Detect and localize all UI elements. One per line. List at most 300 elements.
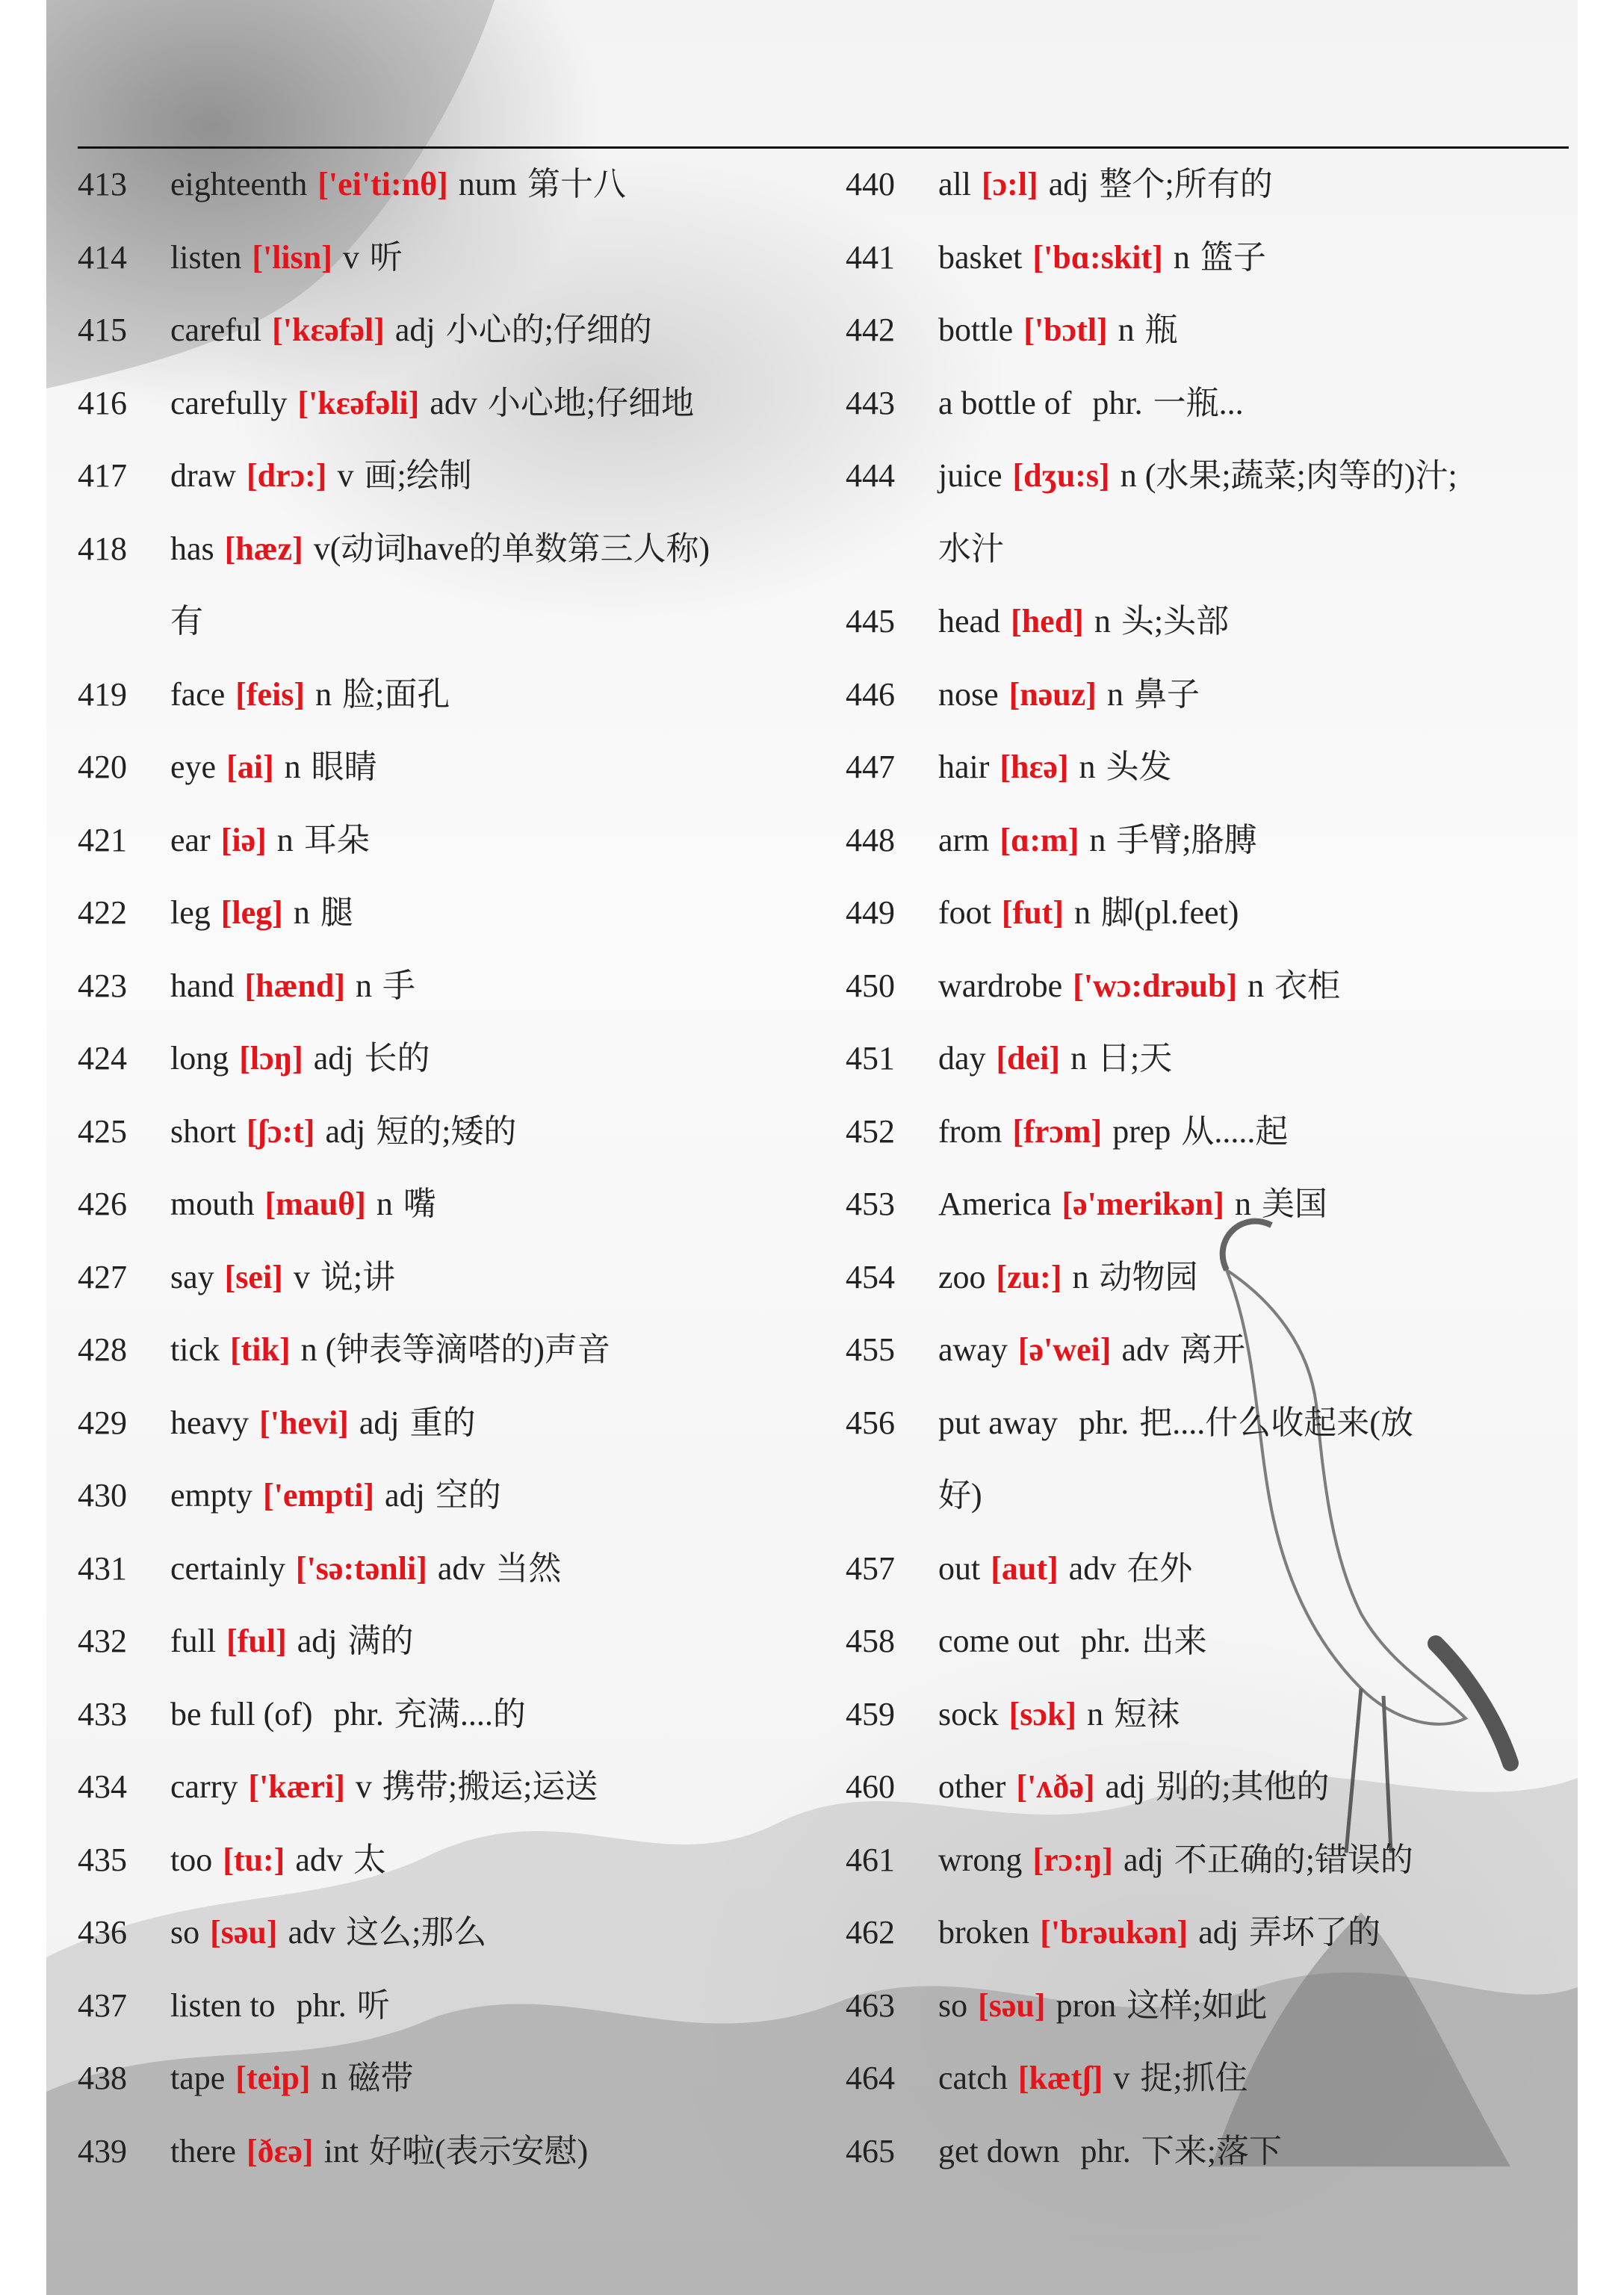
entry-word: so [938,1986,968,2024]
vocab-entry [78,294,825,367]
entry-word: face [170,675,226,713]
entry-word: basket [938,238,1023,276]
entry-meaning: 说;讲 [320,1258,396,1295]
vocab-entry [846,1095,1578,1168]
entry-part-of-speech: v [1113,2060,1130,2096]
entry-word: zoo [938,1258,986,1295]
entry-phonetic: [zu:] [996,1258,1062,1295]
entry-meaning: 在外 [1126,1549,1193,1587]
entry-meaning: 日;天 [1097,1040,1173,1077]
vocab-entry [78,221,825,294]
entry-word: foot [938,894,991,931]
entry-number: 457 [846,1549,895,1587]
entry-number: 415 [78,312,127,348]
entry-meaning: 下来;落下 [1141,2132,1282,2169]
vocab-entry [846,804,1578,877]
entry-phonetic: [ə'wei] [1017,1331,1112,1368]
vocab-entry [78,1241,825,1314]
entry-part-of-speech: pron [1056,1986,1117,2024]
vocab-entry [846,2115,1578,2188]
entry-phonetic: ['kεəfəl] [272,312,385,348]
entry-meaning: 头;头部 [1121,603,1230,639]
entry-meaning: 磁带 [347,2060,414,2096]
entry-part-of-speech: adj [385,1477,425,1514]
entry-number: 421 [78,821,127,858]
entry-phonetic: [dʒu:s] [1012,457,1110,494]
entry-part-of-speech: phr. [1079,1404,1129,1441]
entry-meaning: 眼睛 [311,749,377,785]
entry-part-of-speech: phr. [1080,1623,1131,1659]
vocab-entry [846,585,1578,658]
entry-part-of-speech: adj [394,312,436,348]
entry-number: 430 [78,1477,127,1514]
entry-number: 441 [846,238,895,276]
entry-number: 418 [78,530,127,567]
entry-word: listen [170,238,242,276]
entry-word: hand [170,967,235,1004]
entry-word: head [938,603,1001,639]
entry-number: 425 [78,1112,127,1150]
vocab-entry [846,439,1578,512]
entry-phonetic: [nəuz] [1008,675,1097,713]
entry-number: 413 [78,166,127,202]
entry-word: listen to [170,1986,276,2024]
entry-meaning: 把....什么收起来(放 [1139,1404,1413,1441]
vocab-entry [78,731,825,804]
vocab-entry [846,1241,1578,1314]
entry-phonetic: [iə] [220,821,267,858]
vocab-entry [846,1750,1578,1824]
entry-number: 464 [846,2060,895,2096]
vocab-entry [846,1824,1578,1897]
entry-phonetic: [hεə] [999,749,1069,785]
vocab-entry [846,1168,1578,1241]
entry-number: 435 [78,1841,127,1878]
entry-number: 433 [78,1695,127,1732]
entry-word: sock [938,1695,999,1732]
entry-number: 455 [846,1331,895,1368]
entry-word: America [938,1186,1052,1222]
entry-phonetic: [tik] [229,1331,291,1368]
entry-part-of-speech: n [1248,967,1265,1004]
entry-part-of-speech: n [293,894,310,931]
entry-number: 416 [78,384,127,421]
entry-meaning: 太 [353,1841,386,1878]
entry-phonetic: [frɔm] [1012,1112,1103,1150]
vocab-entry [78,658,825,731]
entry-phonetic: [fut] [1001,894,1064,931]
entry-phonetic: ['hevi] [259,1404,349,1441]
entry-phonetic: [rɔ:ŋ] [1032,1841,1113,1878]
entry-part-of-speech: n [1106,675,1124,713]
vocab-entry [846,1459,1578,1532]
entry-meaning: 捉;抓住 [1140,2060,1248,2096]
entry-part-of-speech: v [293,1258,310,1295]
entry-number: 447 [846,749,895,785]
entry-word: so [170,1914,200,1951]
entry-number: 424 [78,1040,127,1077]
entry-meaning: 第十八 [527,166,626,202]
entry-phonetic: [hæz] [224,530,303,567]
entry-meaning: 出来 [1141,1623,1207,1659]
entry-meaning: 听 [356,1986,390,2024]
entry-part-of-speech: adv [430,384,477,421]
vocab-entry [78,1605,825,1678]
entry-phonetic: [leg] [220,894,283,931]
vocab-entry [846,148,1578,221]
entry-part-of-speech: v [342,238,359,276]
entry-word: carefully [170,384,288,421]
entry-phonetic: [ful] [226,1623,287,1659]
entry-number: 442 [846,312,895,348]
entry-part-of-speech: n [1234,1186,1251,1222]
entry-phonetic: ['ei'ti:nθ] [317,166,448,202]
entry-number: 444 [846,457,895,494]
right-column [846,148,1578,2187]
entry-word: eye [170,749,217,785]
entry-number: 419 [78,675,127,713]
entry-number: 458 [846,1623,895,1659]
entry-part-of-speech: v [355,1768,372,1805]
entry-word: too [170,1841,213,1878]
entry-phonetic: [dei] [996,1040,1061,1077]
entry-number: 448 [846,821,895,858]
entry-number: 450 [846,967,895,1004]
entry-phonetic: [səu] [978,1986,1046,2024]
entry-word: heavy [170,1404,250,1441]
entry-word: has [170,530,214,567]
entry-part-of-speech: adj [1048,166,1089,202]
entry-number: 420 [78,749,127,785]
entry-part-of-speech: adj [1105,1768,1146,1805]
entry-number: 428 [78,1331,127,1368]
entry-number: 434 [78,1768,127,1805]
entry-word: out [938,1549,981,1587]
entry-number: 462 [846,1914,895,1951]
entry-word: get down [938,2132,1060,2169]
entry-phonetic: [feis] [235,675,306,713]
entry-word: careful [170,312,262,348]
entry-part-of-speech: num [458,166,517,202]
entry-part-of-speech: adj [297,1623,338,1659]
entry-phonetic: ['empti] [262,1477,375,1514]
entry-number: 460 [846,1768,895,1805]
entry-number: 445 [846,603,895,639]
vocab-entry [846,876,1578,950]
entry-number: 422 [78,894,127,931]
entry-meaning: 鼻子 [1133,675,1200,713]
entry-number: 451 [846,1040,895,1077]
entry-part-of-speech: adv [295,1841,343,1878]
entry-meaning: 小心地;仔细地 [487,384,695,421]
entry-word: day [938,1040,986,1077]
entry-meaning: 充满....的 [394,1695,526,1732]
entry-meaning: 腿 [320,894,353,931]
entry-word: bottle [938,312,1014,348]
vocab-entry [846,1313,1578,1387]
entry-meaning: 不正确的;错误的 [1174,1841,1413,1878]
entry-meaning: 篮子 [1200,238,1266,276]
entry-word: mouth [170,1186,255,1222]
entry-word: wardrobe [938,967,1063,1004]
entry-part-of-speech: n [1070,1040,1088,1077]
entry-part-of-speech: n [1089,821,1106,858]
entry-meaning: 这么;那么 [346,1914,487,1951]
entry-phonetic: [ðεə] [246,2132,314,2169]
entry-word: away [938,1331,1008,1368]
entry-word: arm [938,821,990,858]
entry-meaning: 手 [382,967,416,1004]
entry-meaning: 短袜 [1114,1695,1180,1732]
entry-part-of-speech: adj [313,1040,354,1077]
entry-meaning: 脚(pl.feet) [1100,894,1239,931]
entry-meaning: 空的 [435,1477,501,1514]
entry-number: 436 [78,1914,127,1951]
vocab-entry [78,1532,825,1605]
vocab-entry [78,1095,825,1168]
entry-phonetic: [lɔŋ] [239,1040,303,1077]
vocab-entry [78,1896,825,1969]
entry-phonetic: [hed] [1011,603,1084,639]
entry-part-of-speech: adv [1068,1549,1117,1587]
entry-word: long [170,1040,229,1077]
entry-word: a bottle of [938,384,1072,421]
entry-meaning: 头发 [1106,749,1172,785]
vocab-entry [846,221,1578,294]
entry-number: 456 [846,1404,895,1441]
entry-word: from [938,1112,1002,1150]
entry-number: 429 [78,1404,127,1441]
vocab-entry [846,950,1578,1023]
entry-meaning: 当然 [495,1549,562,1587]
entry-word: certainly [170,1549,285,1587]
entry-part-of-speech: phr. [296,1986,347,2024]
vocab-entry [846,1896,1578,1969]
entry-word: hair [938,749,990,785]
entry-word: there [170,2132,236,2169]
vocab-entry [846,1532,1578,1605]
entry-phonetic: [drɔ:] [246,457,327,494]
entry-number: 453 [846,1186,895,1222]
entry-part-of-speech: adv [437,1549,486,1587]
entry-phonetic: [mauθ] [264,1186,366,1222]
vocab-entry [846,294,1578,367]
vocab-entry [78,950,825,1023]
vocab-entry [78,585,825,658]
vocab-entry [78,1313,825,1387]
vocab-entry [78,804,825,877]
entry-part-of-speech: n [1079,749,1096,785]
vocab-entry [78,367,825,440]
entry-word: full [170,1623,217,1659]
entry-number: 440 [846,166,895,202]
entry-phonetic: ['wɔ:drəub] [1073,967,1238,1004]
entry-word: other [938,1768,1006,1805]
entry-meaning: 一瓶... [1153,384,1244,421]
entry-number: 423 [78,967,127,1004]
entry-number: 463 [846,1986,895,2024]
entry-phonetic: ['kæri] [248,1768,345,1805]
entry-word: tape [170,2060,226,2096]
entry-word: 有 [170,603,203,639]
entry-part-of-speech: n [315,675,332,713]
entry-meaning: 别的;其他的 [1156,1768,1330,1805]
entry-number: 446 [846,675,895,713]
entry-number: 461 [846,1841,895,1878]
vocab-entry [846,731,1578,804]
vocab-entry [846,1605,1578,1678]
vocab-entry [78,512,825,586]
vocab-entry [846,2042,1578,2115]
entry-word: short [170,1112,236,1150]
vocab-entry [78,876,825,950]
entry-word: 好) [938,1477,982,1514]
entry-word: leg [170,894,211,931]
entry-word: say [170,1258,214,1295]
entry-number: 426 [78,1186,127,1222]
left-column [78,148,825,2187]
vocab-entry [78,148,825,221]
vocab-entry [78,2042,825,2115]
entry-meaning: 听 [369,238,403,276]
entry-part-of-speech: n [320,2060,338,2096]
entry-meaning: 瓶 [1144,312,1178,348]
entry-meaning: 动物园 [1099,1258,1198,1295]
entry-part-of-speech: adj [1123,1841,1164,1878]
entry-phonetic: ['kεəfəli] [297,384,420,421]
entry-number: 459 [846,1695,895,1732]
entry-number: 439 [78,2132,127,2169]
entry-number: 452 [846,1112,895,1150]
entry-part-of-speech: n [1173,238,1190,276]
entry-part-of-speech: v [337,457,354,494]
entry-word: put away [938,1404,1059,1441]
entry-phonetic: [ai] [226,749,274,785]
entry-phonetic: [ʃɔ:t] [247,1112,315,1150]
vocab-entry [78,1678,825,1751]
vocab-entry [846,1969,1578,2042]
entry-meaning: 弄坏了的 [1248,1914,1380,1951]
entry-phonetic: ['bɔtl] [1023,312,1108,348]
vocab-entry [78,1459,825,1532]
vocab-entry [78,1750,825,1824]
entry-phonetic: [ɔ:l] [981,166,1038,202]
vocab-entry [78,439,825,512]
vocab-entry [78,1387,825,1460]
entry-phonetic: [aut] [991,1549,1059,1587]
entry-meaning: 嘴 [403,1186,436,1222]
entry-part-of-speech: n [284,749,301,785]
entry-meaning: 重的 [409,1404,476,1441]
entry-phonetic: [hænd] [244,967,346,1004]
vocab-entry [78,2115,825,2188]
entry-meaning: 整个;所有的 [1099,166,1273,202]
entry-part-of-speech: int [323,2132,359,2169]
entry-meaning: 画;绘制 [364,457,472,494]
entry-phonetic: [kætʃ] [1017,2060,1103,2096]
entry-meaning: 衣柜 [1274,967,1341,1004]
entry-word: eighteenth [170,166,308,202]
entry-number: 438 [78,2060,127,2096]
entry-part-of-speech: prep [1112,1112,1171,1150]
entry-phonetic: [tu:] [223,1841,285,1878]
vocab-entry [78,1168,825,1241]
entry-meaning: 离开 [1179,1331,1245,1368]
entry-phonetic: ['sə:tənli] [295,1549,427,1587]
entry-meaning: 手臂;胳膊 [1116,821,1257,858]
entry-phonetic: [teip] [235,2060,311,2096]
entry-part-of-speech: v(动词have的单数第三人称) [313,530,710,567]
entry-word: come out [938,1623,1060,1659]
entry-meaning: 美国 [1261,1186,1327,1222]
entry-number: 414 [78,238,127,276]
vocab-entry [846,1678,1578,1751]
vocab-entry [846,658,1578,731]
entry-word: 水汁 [938,530,1004,567]
entry-part-of-speech: n [356,967,373,1004]
entry-meaning: 从.....起 [1181,1112,1289,1150]
vocab-entry [846,512,1578,586]
entry-meaning: 好啦(表示安慰) [369,2132,589,2169]
vocab-entry [846,367,1578,440]
entry-part-of-speech: adj [1198,1914,1239,1951]
entry-phonetic: [səu] [210,1914,278,1951]
vocab-entry [78,1824,825,1897]
entry-meaning: 满的 [347,1623,414,1659]
entry-part-of-speech: adj [325,1112,366,1150]
entry-part-of-speech: phr. [1092,384,1143,421]
entry-part-of-speech: phr. [333,1695,384,1732]
entry-phonetic: ['bɑ:skit] [1032,238,1163,276]
entry-word: broken [938,1914,1030,1951]
entry-word: ear [170,821,211,858]
entry-number: 431 [78,1549,127,1587]
entry-phonetic: [sei] [224,1258,283,1295]
entry-part-of-speech: phr. [1080,2132,1131,2169]
entry-part-of-speech: n (钟表等滴嗒的)声音 [300,1331,610,1368]
entry-phonetic: ['brəukən] [1040,1914,1188,1951]
entry-word: all [938,166,971,202]
entry-phonetic: [ɑ:m] [999,821,1079,858]
entry-part-of-speech: adv [1121,1331,1169,1368]
entry-part-of-speech: n (水果;蔬菜;肉等的)汁; [1120,457,1457,494]
entry-part-of-speech: n [376,1186,393,1222]
entry-number: 437 [78,1986,127,2024]
entry-word: tick [170,1331,220,1368]
entry-meaning: 短的;矮的 [376,1112,517,1150]
entry-number: 427 [78,1258,127,1295]
entry-word: wrong [938,1841,1023,1878]
entry-word: nose [938,675,999,713]
entry-number: 449 [846,894,895,931]
entry-meaning: 小心的;仔细的 [445,312,652,348]
entry-meaning: 携带;搬运;运送 [382,1768,598,1805]
entry-meaning: 这样;如此 [1126,1986,1268,2024]
entry-part-of-speech: adv [288,1914,336,1951]
entry-phonetic: [sɔk] [1008,1695,1077,1732]
entry-number: 465 [846,2132,895,2169]
entry-meaning: 长的 [364,1040,430,1077]
entry-phonetic: [ə'merikən] [1062,1186,1224,1222]
vocab-entry [846,1387,1578,1460]
entry-part-of-speech: n [1087,1695,1104,1732]
vocabulary-page [46,0,1578,2295]
entry-part-of-speech: n [276,821,294,858]
vocab-entry [846,1022,1578,1095]
entry-word: carry [170,1768,238,1805]
entry-phonetic: ['lisn] [252,238,332,276]
entry-part-of-speech: n [1094,603,1111,639]
